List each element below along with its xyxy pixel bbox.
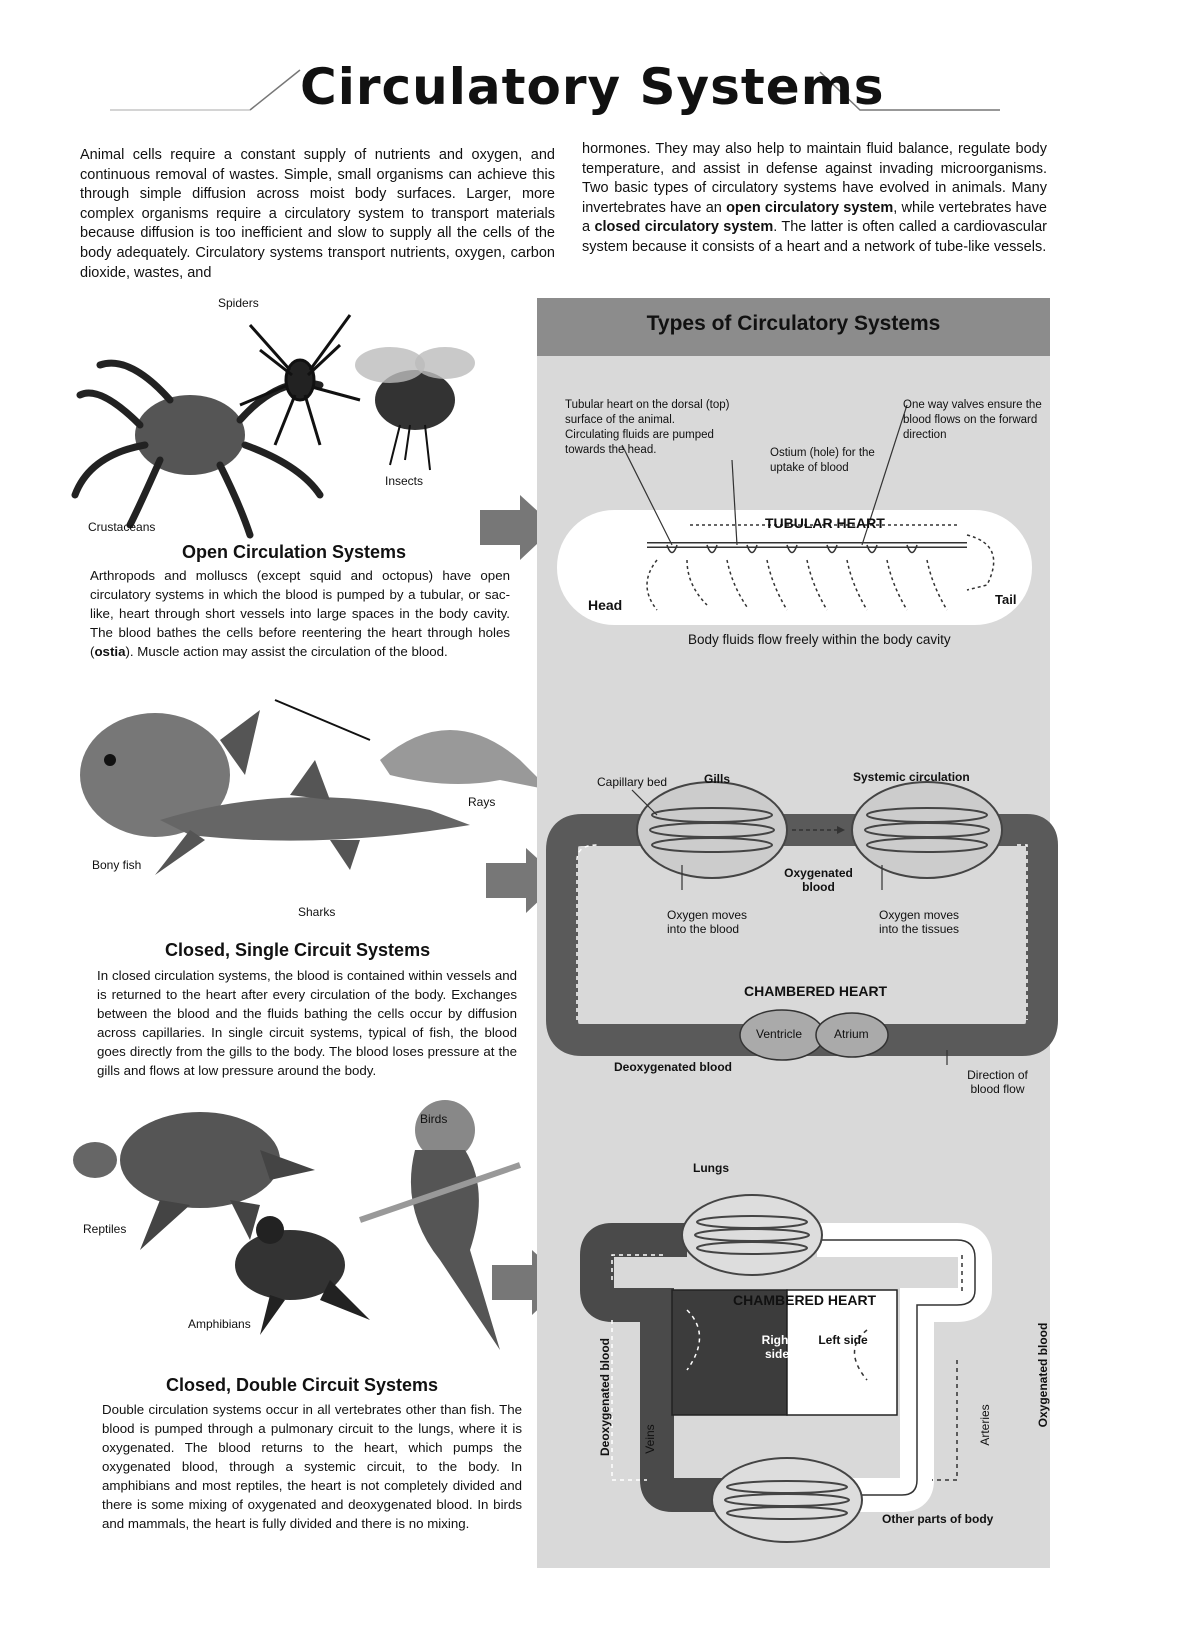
label-birds: Birds (420, 1112, 448, 1126)
label-ventricle: Ventricle (756, 1027, 803, 1041)
heading-single: Closed, Single Circuit Systems (165, 940, 431, 960)
fly-image (355, 347, 475, 470)
fish-illustration (70, 700, 550, 920)
label-oxygenated-double: Oxygenated blood (1036, 1322, 1050, 1428)
note-valves: One way valves ensure the blood flows on the forward direction (903, 399, 1042, 441)
note-tubular: Tubular heart on the dorsal (top) surface of the animal. Circulating fluids are pumped towards the head. (565, 399, 730, 456)
text-single: In closed circulation systems, the blood is contained within vessels and is returned to the heart after every circulation of the body. Exchanges between the blood and the fluids bathing the cells occur by diffusion across capillaries. In single circuit systems, typical of fish, the blood goes directly from the gills to the body. The blood loses pressure at the gills and flows at low pressure around the body. (97, 968, 517, 1078)
label-chambered-heart-double: CHAMBERED HEART (733, 1292, 877, 1308)
label-deoxygenated-single: Deoxygenated blood (614, 1060, 733, 1074)
text-double: Double circulation systems occur in all vertebrates other than fish. The blood is pumped through a pulmonary circuit to the lungs, where it is oxygenated. The blood returns to the heart, which pumps the oxygenated blood, through a systemic circuit, to the body. In amphibians and most reptiles, the heart is not completely divided and there is some mixing of oxygenated and deoxygenated blood. In birds and mammals, the heart is fully divided and there is no mixing. (102, 1402, 522, 1531)
heading-open: Open Circulation Systems (182, 542, 407, 562)
gills-capillary (637, 782, 787, 878)
page-title: Circulatory Systems (300, 58, 885, 116)
arthropods-illustration (60, 295, 540, 555)
label-veins: Veins (643, 1424, 657, 1454)
label-rays: Rays (468, 795, 496, 809)
panel-title: Types of Circulatory Systems (646, 312, 941, 335)
systemic-capillary (852, 782, 1002, 878)
label-atrium: Atrium (834, 1027, 869, 1041)
lungs-capillary (682, 1195, 822, 1275)
label-other-parts: Other parts of body (882, 1512, 994, 1526)
tubular-caption: Body fluids flow freely within the body cavity (688, 632, 951, 647)
label-direction: Direction of blood flow (967, 1068, 1028, 1096)
label-chambered-heart-single: CHAMBERED HEART (744, 983, 888, 999)
spider-image (240, 315, 360, 445)
label-crustaceans: Crustaceans (88, 520, 156, 534)
label-bony-fish: Bony fish (92, 858, 142, 872)
intro-left: Animal cells require a constant supply of nutrients and oxygen, and continuous removal of wastes. Simple, small organisms can achieve this through simple diffusion across moist body surfaces. Larger, more complex organisms require a circulatory system to transport materials because diffusion is too inefficient and slow to supply all the cells of the body adequately. Circulatory systems transport nutrients, oxygen, carbon dioxide, wastes, and (80, 147, 555, 281)
label-insects: Insects (385, 474, 424, 488)
label-gills: Gills (704, 772, 731, 786)
body-capillary (712, 1458, 862, 1542)
label-sharks: Sharks (298, 905, 336, 919)
label-oxygenated: Oxygenated blood (784, 866, 853, 894)
label-arteries: Arteries (978, 1404, 992, 1446)
label-reptiles: Reptiles (83, 1222, 127, 1236)
intro-right: hormones. They may also help to maintain fluid balance, regulate body temperature, and assist in defense against invading microorganisms. Two basic types of circulatory systems have evolved in animals. Many invertebrates have an open circulatory system, while vertebrates have a closed circulatory system. The latter is often called a cardiovascular system because it consists of a heart and a network of tube-like vessels. (582, 141, 1047, 255)
label-left-side: Left side (818, 1333, 868, 1347)
note-ostium: Ostium (hole) for the uptake of blood (770, 447, 875, 474)
crab-image (75, 363, 320, 535)
label-deoxygenated-double: Deoxygenated blood (598, 1338, 612, 1457)
heading-double: Closed, Double Circuit Systems (166, 1375, 439, 1395)
tetrapods-illustration (70, 1090, 550, 1350)
tail-label: Tail (995, 592, 1017, 607)
label-systemic: Systemic circulation (853, 770, 970, 784)
label-spiders: Spiders (218, 296, 259, 310)
frog-image (235, 1216, 370, 1335)
head-label: Head (588, 597, 623, 613)
text-open: Arthropods and molluscs (except squid and octopus) have open circulatory systems in which the blood is pumped by a tubular, or sac-like, heart through short vessels into large spaces in the body cavity. The blood bathes the cells before reentering the heart through holes (ostia). Muscle action may assist the circulation of the blood. (90, 568, 510, 659)
label-capillary-bed: Capillary bed (597, 775, 668, 789)
label-amphibians: Amphibians (188, 1317, 251, 1331)
label-right-side: Right side (761, 1333, 793, 1361)
tubular-heart-label: TUBULAR HEART (765, 515, 885, 531)
label-oxy-in: Oxygen moves into the blood (667, 908, 748, 936)
label-oxy-out: Oxygen moves into the tissues (879, 908, 960, 936)
label-lungs: Lungs (693, 1161, 729, 1175)
